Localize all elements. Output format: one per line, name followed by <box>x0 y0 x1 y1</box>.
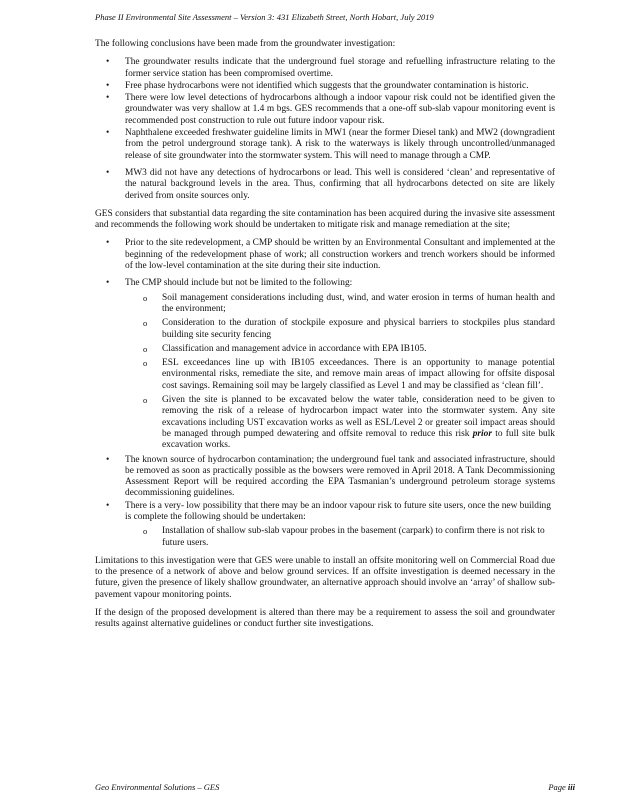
limitations-paragraph: Limitations to this investigation were that GES were unable to install an offsite monitoring well on Commercial Road due to the presence of a network of above and below ground services. If an offsite investigation is deemed necessary in the future, given the presence of likely shallow groundwater, an alternative approach should involve an ‘array’ of shallow sub-pavement vapour monitoring points. <box>95 555 555 600</box>
conclusions-list <box>95 57 555 202</box>
list-item <box>95 278 555 451</box>
vapour-lead: There is a very- low possibility that there may be an indoor vapour risk to future site users, once the new building is complete the following should be undertaken: <box>125 500 551 522</box>
list-item: • Free phase hydrocarbons were not identified which suggests that the groundwater contamination is historic. <box>95 81 555 92</box>
recommendations-list <box>95 238 555 548</box>
sublist-item: o Consideration to the duration of stockpile exposure and physical barriers to stockpiles plus standard building site security fencing <box>125 318 555 341</box>
conclusions-intro: The following conclusions have been made from the groundwater investigation: <box>95 39 396 49</box>
list-item: • The groundwater results indicate that the underground fuel storage and refuelling infrastructure relating to the former service station has been compromised overtime. <box>95 57 555 80</box>
list-item: • Prior to the site redevelopment, a CMP should be written by an Environmental Consultant and implemented at the beginning of the redevelopment phase of work; all construction workers and trench workers should be informed of the low-level contamination at the site during their site induction. <box>95 238 555 272</box>
footer-company: Geo Environmental Solutions – GES <box>95 782 220 792</box>
list-item <box>95 501 555 549</box>
list-item: • The known source of hydrocarbon contamination; the underground fuel tank and associated infrastructure, should be removed as soon as practically possible as the bowsers were removed in April 2018. A Tank Decommissioning Assessment Report will be required according the EPA Tasmanian’s underground petroleum storage systems decommissioning guidelines. <box>95 455 555 500</box>
cmp-sublist <box>125 293 555 452</box>
list-item: • Naphthalene exceeded freshwater guideline limits in MW1 (near the former Diesel tank) and MW2 (downgradient from the petrol underground storage tank). A risk to the waterways is likely through uncontrolled/unmanaged release of site groundwater into the stormwater system. This will need to manage through a CMP. <box>95 128 555 162</box>
recommendations-intro: GES considers that substantial data regarding the site contamination has been acquired during the invasive site assessment and recommends the following work should be undertaken to mitigate risk and manage remediation at the site; <box>95 208 555 231</box>
list-item: • There were low level detections of hydrocarbons although a indoor vapour risk could not be identified given the groundwater was very shallow at 1.4 m bgs. GES recommends that a one-off sub-slab vapour monitoring event is recommended post construction to rule out future indoor vapour risk. <box>95 93 555 127</box>
sublist-item: o Classification and management advice in accordance with EPA IB105. <box>125 344 555 355</box>
page-body <box>95 39 555 638</box>
final-paragraph: If the design of the proposed development is altered than there may be a requirement to assess the soil and groundwater results against alternative guidelines or conduct further site investigations. <box>95 608 555 630</box>
emphasis-prior: prior <box>472 428 492 439</box>
page-header: Phase II Environmental Site Assessment – Version 3: 431 Elizabeth Street, North Hobart, July 2019 <box>95 12 434 22</box>
sublist-item: o Soil management considerations including dust, wind, and water erosion in terms of human health and the environment; <box>125 293 555 316</box>
sublist-item: o ESL exceedances line up with IB105 exceedances. There is an opportunity to manage potential environmental risks, remediate the site, and remove main areas of impact allowing for offsite disposal cost savings. Remaining soil may be largely classified as Level 1 and may be classified as ‘clean fill’. <box>125 358 555 392</box>
page-footer <box>95 782 575 792</box>
sublist-item: o Installation of shallow sub-slab vapour probes in the basement (carpark) to confirm there is not risk to future users. <box>125 526 555 549</box>
page-number: Page iii <box>548 782 575 792</box>
list-item: • MW3 did not have any detections of hydrocarbons or lead. This well is considered ‘clean’ and representative of the natural background levels in the area. Thus, confirming that all hydrocarbons detected on site are likely derived from onsite sources only. <box>95 168 555 202</box>
cmp-lead: The CMP should include but not be limited to the following: <box>125 278 353 289</box>
sublist-item: o Given the site is planned to be excavated below the water table, consideration need to be given to removing the risk of a release of hydrocarbon impact water into the stormwater system. Any site excavations including UST excavation works as well as ESL/Level 2 or greater soil impact areas should be managed through pumped dewatering and offsite removal to reduce this risk prior to full site bulk excavation works. <box>125 395 555 451</box>
vapour-sublist <box>125 526 555 549</box>
